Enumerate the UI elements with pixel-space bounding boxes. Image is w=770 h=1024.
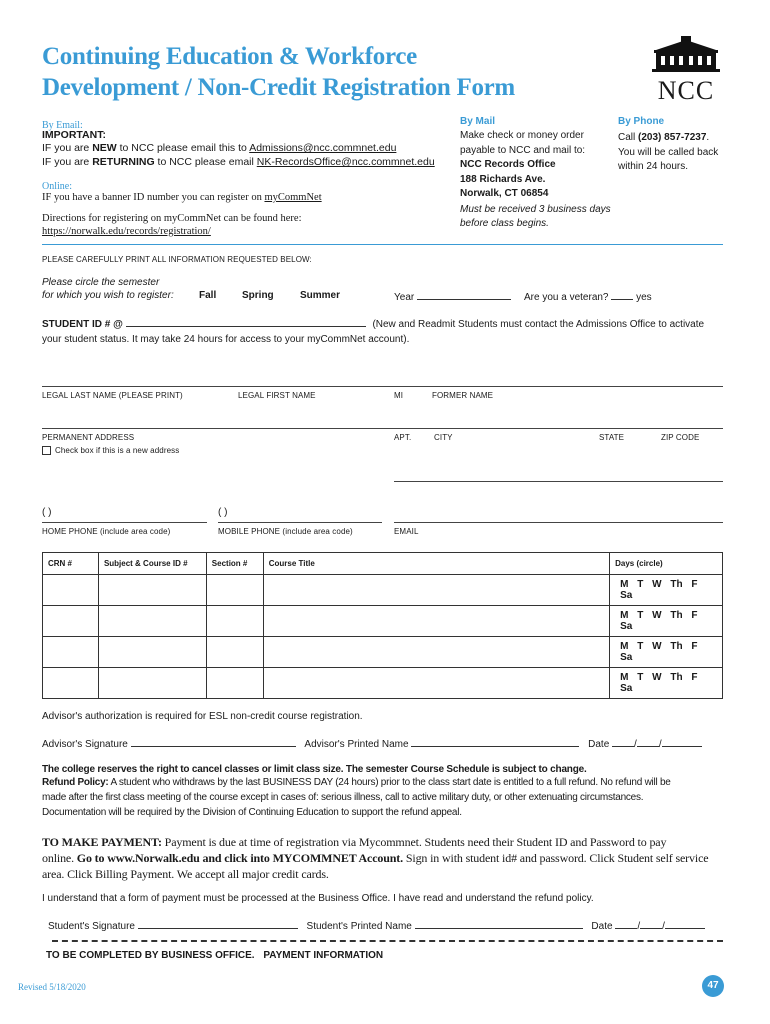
by-email-heading: By Email: xyxy=(42,120,83,131)
mobile-phone-line[interactable] xyxy=(218,522,382,523)
first-name-label: LEGAL FIRST NAME xyxy=(238,391,316,400)
by-phone-heading: By Phone xyxy=(618,116,665,127)
title-header: Course Title xyxy=(263,553,609,575)
phone-pre: Call xyxy=(618,132,639,143)
subject-cell[interactable] xyxy=(98,668,206,699)
advisor-signature-label: Advisor's Signature xyxy=(42,739,128,750)
online-line2: Directions for registering on myCommNet can be found here: xyxy=(42,213,302,224)
advisor-date-day[interactable] xyxy=(637,736,659,747)
address-extra-line[interactable] xyxy=(394,481,723,482)
refund-text-1: A student who withdraws by the last BUSINESS DAY (24 hours) prior to the class start date is entitled to a full refund. No refund will be xyxy=(108,777,671,788)
by-mail-heading: By Mail xyxy=(460,116,496,127)
section-cell[interactable] xyxy=(206,575,263,606)
zip-label: ZIP CODE xyxy=(661,433,700,442)
refund-policy xyxy=(42,776,732,820)
advisor-date-month[interactable] xyxy=(612,736,634,747)
crn-cell[interactable] xyxy=(43,668,99,699)
mail-line2: payable to NCC and mail to: xyxy=(460,145,586,156)
page-number-badge: 47 xyxy=(702,975,724,997)
table-row[interactable] xyxy=(43,575,723,606)
phone-line2: You will be called back xyxy=(618,147,719,158)
subject-cell[interactable] xyxy=(98,606,206,637)
phone-number: (203) 857-7237 xyxy=(638,132,707,143)
date-sep: / xyxy=(637,921,641,932)
section-cell[interactable] xyxy=(206,637,263,668)
online-heading: Online: xyxy=(42,181,72,192)
mail-line3: NCC Records Office xyxy=(460,159,556,170)
advisor-signature-blank[interactable] xyxy=(131,736,296,747)
mail-line1: Make check or money order xyxy=(460,130,584,141)
date-sep: / xyxy=(658,739,662,750)
new-pre: IF you are xyxy=(42,142,93,154)
email-line[interactable] xyxy=(394,522,723,523)
header-divider xyxy=(42,244,723,245)
apt-label: APT. xyxy=(394,433,412,442)
city-label: CITY xyxy=(434,433,453,442)
year-field[interactable] xyxy=(394,289,511,305)
veteran-blank[interactable] xyxy=(611,289,633,300)
records-email-link[interactable]: NK-RecordsOffice@ncc.commnet.edu xyxy=(256,156,435,168)
mail-line5: Norwalk, CT 06854 xyxy=(460,188,549,199)
days-header: Days (circle) xyxy=(610,553,723,575)
semester-prompt-1: Please circle the semester xyxy=(42,277,160,288)
new-mid: to NCC please email this to xyxy=(116,142,250,154)
registration-url-link[interactable]: https://norwalk.edu/records/registration/ xyxy=(42,226,211,237)
home-phone-area[interactable]: ( ) xyxy=(42,507,52,518)
phone-line3: within 24 hours. xyxy=(618,161,689,172)
semester-fall[interactable]: Fall xyxy=(199,290,217,301)
year-label: Year xyxy=(394,292,415,303)
crn-cell[interactable] xyxy=(43,606,99,637)
title-cell[interactable] xyxy=(263,668,609,699)
student-id-blank[interactable] xyxy=(126,316,366,327)
name-line[interactable] xyxy=(42,386,723,387)
form-title-line2: Development / Non-Credit Registration Form xyxy=(42,74,515,101)
payment-text-2-bold: Go to www.Norwalk.edu and click into MYCOMMNET Account. xyxy=(76,851,404,865)
veteran-field[interactable] xyxy=(524,289,652,305)
payment-instructions xyxy=(42,834,742,882)
state-label: STATE xyxy=(599,433,625,442)
payment-label: TO MAKE PAYMENT: xyxy=(42,835,162,849)
days-cell[interactable]: M T W Th F Sa xyxy=(610,606,723,637)
mail-line4: 188 Richards Ave. xyxy=(460,174,546,185)
subject-cell[interactable] xyxy=(98,575,206,606)
days-cell[interactable]: M T W Th F Sa xyxy=(610,668,723,699)
veteran-label: Are you a veteran? xyxy=(524,292,609,303)
online-line1 xyxy=(42,191,322,206)
new-address-checkbox[interactable] xyxy=(42,446,51,455)
form-title-line1: Continuing Education & Workforce xyxy=(42,43,417,70)
student-date-label: Date xyxy=(591,921,613,932)
ret-pre: IF you are xyxy=(42,156,93,168)
print-instructions: PLEASE CAREFULLY PRINT ALL INFORMATION REQUESTED BELOW: xyxy=(42,255,312,264)
student-date-day[interactable] xyxy=(640,918,662,929)
semester-spring[interactable]: Spring xyxy=(242,290,274,301)
advisor-note: Advisor's authorization is required for ESL non-credit course registration. xyxy=(42,711,363,722)
table-row[interactable] xyxy=(43,606,723,637)
mail-line6: Must be received 3 business days xyxy=(460,204,611,215)
semester-summer[interactable]: Summer xyxy=(300,290,341,301)
payment-text-1: Payment is due at time of registration via Mycommnet. Students need their Student ID and Password to pay xyxy=(161,835,667,849)
section-cell[interactable] xyxy=(206,668,263,699)
mi-label: MI xyxy=(394,391,404,400)
home-phone-label: HOME PHONE (include area code) xyxy=(42,527,171,536)
last-name-label: LEGAL LAST NAME (PLEASE PRINT) xyxy=(42,391,183,400)
returning-student-line xyxy=(42,155,435,170)
phone-post: . xyxy=(706,132,710,143)
email-label: EMAIL xyxy=(394,527,419,536)
year-blank[interactable] xyxy=(417,289,511,300)
phone-line1 xyxy=(618,131,709,145)
advisor-sign-row xyxy=(42,736,702,752)
advisor-printed-name-label: Advisor's Printed Name xyxy=(304,739,409,750)
mobile-phone-area[interactable]: ( ) xyxy=(218,507,228,518)
student-date-year[interactable] xyxy=(665,918,705,929)
days-cell[interactable]: M T W Th F Sa xyxy=(610,575,723,606)
new-address-label: Check box if this is a new address xyxy=(55,446,180,455)
ret-mid: to NCC please email xyxy=(154,156,257,168)
admissions-email-link[interactable]: Admissions@ncc.commnet.edu xyxy=(249,142,397,154)
student-signature-blank[interactable] xyxy=(138,918,298,929)
table-row[interactable] xyxy=(43,637,723,668)
course-table xyxy=(42,552,723,699)
address-label: PERMANENT ADDRESS xyxy=(42,433,135,442)
ret-word: RETURNING xyxy=(92,156,155,168)
payment-text-3: area. Click Billing Payment. We accept all major credit cards. xyxy=(42,867,329,881)
crn-header: CRN # xyxy=(43,553,99,575)
student-id-note-2: your student status. It may take 24 hours for access to your myCommNet account). xyxy=(42,334,410,345)
days-cell[interactable]: M T W Th F Sa xyxy=(610,637,723,668)
logo-text: NCC xyxy=(657,76,715,105)
table-row[interactable] xyxy=(43,668,723,699)
date-sep: / xyxy=(634,739,637,750)
home-phone-line[interactable] xyxy=(42,522,207,523)
student-id-field[interactable] xyxy=(42,316,704,332)
important-label: IMPORTANT: xyxy=(42,129,106,141)
student-sign-row xyxy=(48,918,705,934)
advisor-date-label: Date xyxy=(588,739,610,750)
student-id-label: STUDENT ID # @ xyxy=(42,319,123,330)
address-line[interactable] xyxy=(42,428,723,429)
section-header: Section # xyxy=(206,553,263,575)
former-name-label: FORMER NAME xyxy=(432,391,494,400)
policy-bold-line: The college reserves the right to cancel classes or limit class size. The semester Course Schedule is subject to change. xyxy=(42,764,587,775)
title-cell[interactable] xyxy=(263,637,609,668)
ncc-logo xyxy=(648,34,724,105)
revised-date: Revised 5/18/2020 xyxy=(18,982,86,992)
mail-line7: before class begins. xyxy=(460,218,549,229)
business-office-label: TO BE COMPLETED BY BUSINESS OFFICE xyxy=(46,950,252,961)
date-sep: / xyxy=(662,921,665,932)
payment-text-2-pre: online. xyxy=(42,851,77,865)
veteran-yes: yes xyxy=(636,292,652,303)
business-office-heading xyxy=(46,949,383,963)
student-printed-name-label: Student's Printed Name xyxy=(306,921,412,932)
refund-text-3: Documentation will be required by the Division of Continuing Education to support the refund appeal. xyxy=(42,807,462,818)
online-line1-text: IF you have a banner ID number you can register on xyxy=(42,192,265,203)
new-word: NEW xyxy=(92,142,117,154)
business-office-sep: . xyxy=(251,950,255,961)
subject-cell[interactable] xyxy=(98,637,206,668)
mobile-phone-label: MOBILE PHONE (include area code) xyxy=(218,527,353,536)
title-cell[interactable] xyxy=(263,606,609,637)
agreement-statement: I understand that a form of payment must be processed at the Business Office. I have read and understand the refund policy. xyxy=(42,893,594,904)
separator-dashed-line xyxy=(52,940,723,942)
advisor-date-year[interactable] xyxy=(662,736,702,747)
title-cell[interactable] xyxy=(263,575,609,606)
new-student-line xyxy=(42,141,396,156)
student-signature-label: Student's Signature xyxy=(48,921,135,932)
subject-header: Subject & Course ID # xyxy=(98,553,206,575)
advisor-printed-name-blank[interactable] xyxy=(411,736,579,747)
crn-cell[interactable] xyxy=(43,637,99,668)
course-table-header xyxy=(43,553,723,575)
student-date-month[interactable] xyxy=(615,918,637,929)
refund-text-2: made after the first class meeting of the course except in cases of: serious illness, call to active military duty, or other extenuating circumstances. xyxy=(42,792,644,803)
semester-prompt-2: for which you wish to register: xyxy=(42,290,174,301)
payment-information-label: PAYMENT INFORMATION xyxy=(263,950,384,961)
student-printed-name-blank[interactable] xyxy=(415,918,583,929)
building-icon xyxy=(648,34,724,74)
section-cell[interactable] xyxy=(206,606,263,637)
student-id-note-1: (New and Readmit Students must contact the Admissions Office to activate xyxy=(372,319,705,330)
mycommnet-link[interactable]: myCommNet xyxy=(264,192,322,203)
crn-cell[interactable] xyxy=(43,575,99,606)
new-address-checkbox-row[interactable] xyxy=(42,446,179,455)
refund-policy-label: Refund Policy: xyxy=(42,777,109,788)
payment-text-2-post: Sign in with student id# and password. Click Student self service xyxy=(403,851,709,865)
